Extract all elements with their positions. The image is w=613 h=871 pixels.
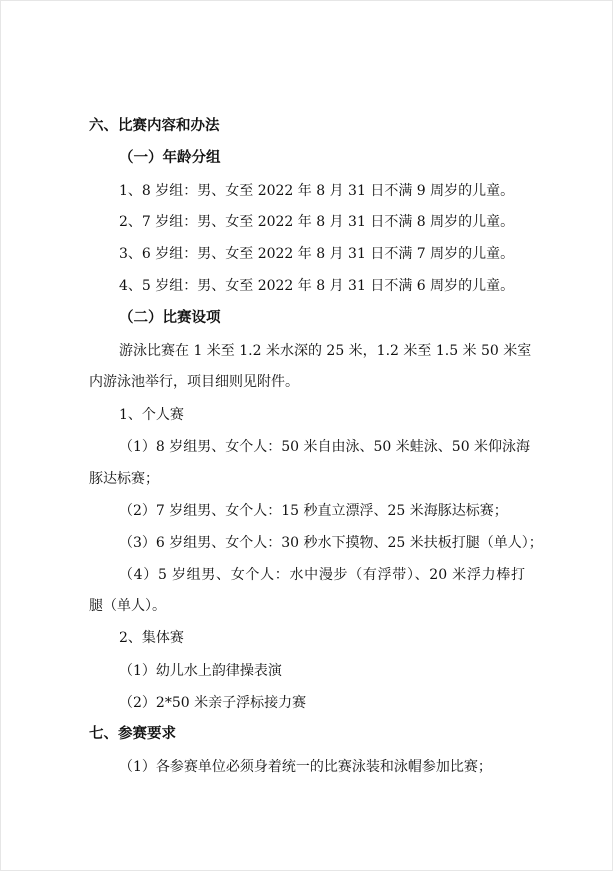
age-group-item-1: 1、8 岁组：男、女至 2022 年 8 月 31 日不满 9 周岁的儿童。 xyxy=(119,183,515,199)
age-group-item-4: 4、5 岁组：男、女至 2022 年 8 月 31 日不满 6 周岁的儿童。 xyxy=(119,278,515,294)
individual-item-4-line-2: 腿（单人）。 xyxy=(89,598,166,614)
requirement-item-1: （1）各参赛单位必须身着统一的比赛泳装和泳帽参加比赛； xyxy=(119,759,492,775)
individual-item-4-line-1: （4）5 岁组男、女个人：水中漫步（有浮带）、20 米浮力棒打 xyxy=(119,567,525,583)
individual-title: 1、个人赛 xyxy=(119,407,184,423)
individual-item-2: （2）7 岁组男、女个人：15 秒直立漂浮、25 米海豚达标赛； xyxy=(119,503,508,519)
section-7-heading: 七、参赛要求 xyxy=(89,726,176,742)
age-group-item-2: 2、7 岁组：男、女至 2022 年 8 月 31 日不满 8 周岁的儿童。 xyxy=(119,214,515,230)
individual-item-1-line-1: （1）8 岁组男、女个人：50 米自由泳、50 米蛙泳、50 米仰泳海 xyxy=(119,439,531,455)
age-group-item-3: 3、6 岁组：男、女至 2022 年 8 月 31 日不满 7 周岁的儿童。 xyxy=(119,246,515,262)
individual-item-3: （3）6 岁组男、女个人：30 秒水下摸物、25 米扶板打腿（单人）； xyxy=(119,535,543,551)
group-title: 2、集体赛 xyxy=(119,630,184,646)
individual-item-1-line-2: 豚达标赛； xyxy=(89,471,159,487)
events-intro-line-2: 内游泳池举行，项目细则见附件。 xyxy=(89,374,299,390)
group-item-1: （1）幼儿水上韵律操表演 xyxy=(119,663,282,679)
events-intro-line-1: 游泳比赛在 1 米至 1.2 米水深的 25 米，1.2 米至 1.5 米 50 米室 xyxy=(119,343,532,359)
group-item-2: （2）2*50 米亲子浮标接力赛 xyxy=(119,695,307,711)
section-6-heading: 六、比赛内容和办法 xyxy=(89,118,220,134)
age-group-heading: （一）年龄分组 xyxy=(119,150,221,166)
events-heading: （二）比赛设项 xyxy=(119,310,221,326)
